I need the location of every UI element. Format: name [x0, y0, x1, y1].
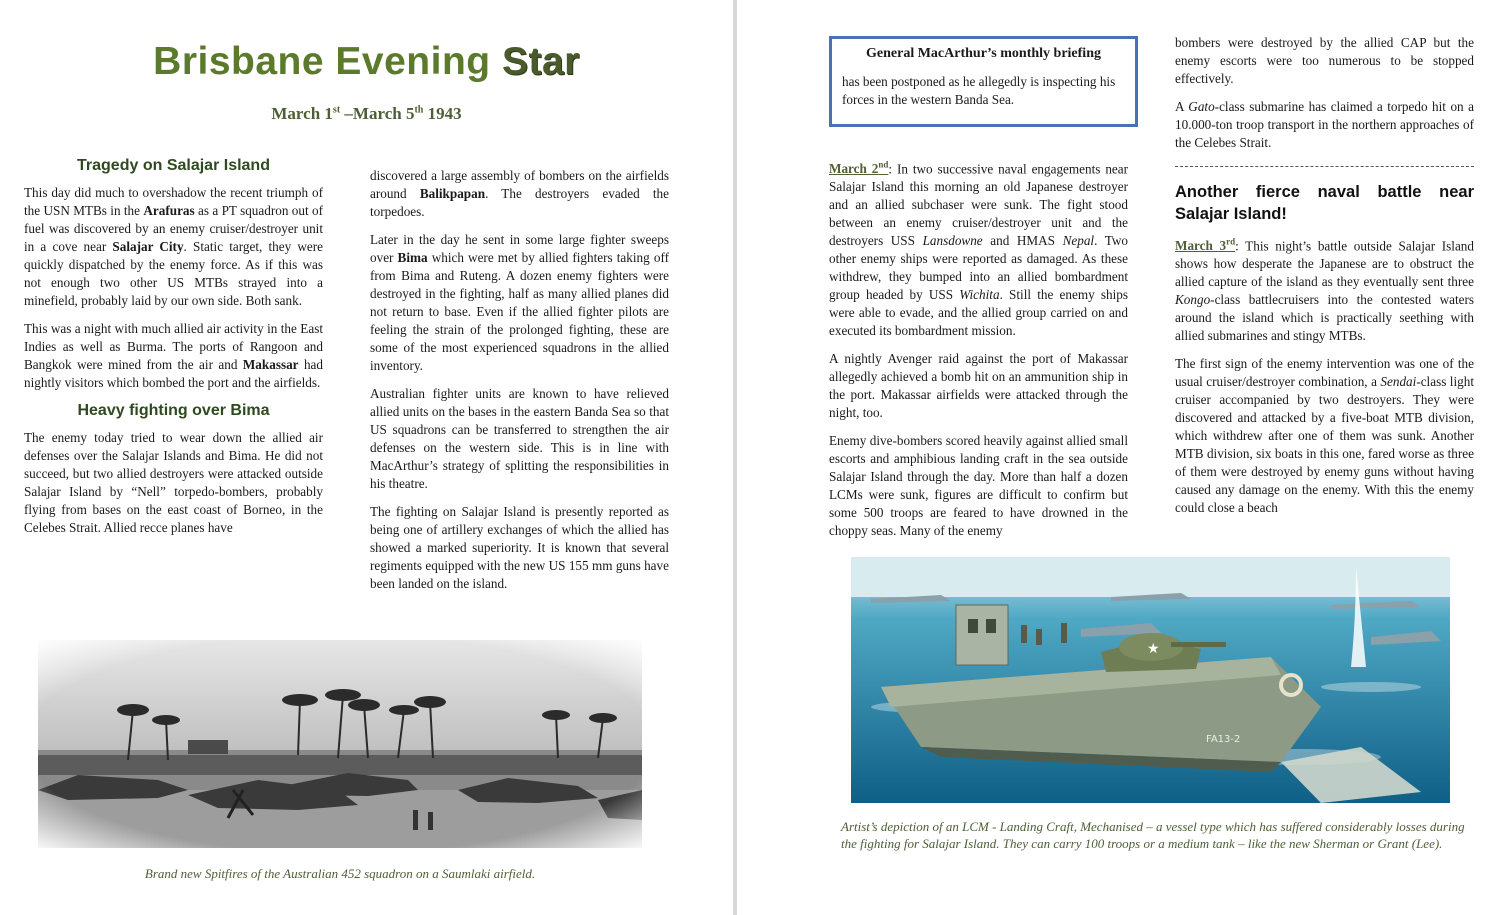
boat-marking: FA13-2 — [1206, 734, 1241, 745]
left-column-1 — [24, 157, 323, 547]
lcm-caption: Artist’s depiction of an LCM - Landing Craft, Mechanised – a vessel type which has suffered considerably losses during the fighting for Salajar Island. They can carry 100 troops or a medium tank – like the new Sherman or Grant (Lee). — [841, 819, 1465, 851]
dateline-start: March 1 — [271, 104, 333, 123]
date-label-march-2: March 2nd — [829, 160, 889, 177]
left-column-2 — [370, 167, 669, 603]
headline-bima: Heavy fighting over Bima — [77, 402, 270, 419]
article-paragraph: A nightly Avenger raid against the port of Makassar allegedly achieved a bomb hit on an ammunition ship in the port. Makassar airfields were attacked through the night, too. — [829, 351, 1128, 421]
spitfire-airfield-photo — [38, 640, 642, 848]
article-paragraph: Australian fighter units are known to have relieved allied units on the bases in the eastern Banda Sea so that US squadrons can be transferred to strengthen the air defenses on the western side. This is in line with MacArthur’s strategy of splitting the responsibilities in his theatre. — [370, 386, 669, 491]
briefing-title: General MacArthur’s monthly briefing — [866, 46, 1101, 61]
article-paragraph: The first sign of the enemy intervention was one of the usual cruiser/destroyer combination, a Sendai-class light cruiser accompanied by two destroyers. They were discovered and attacked by a five-boat MTB division, which withdrew after one of them was sunk. Another MTB division, six boats in this one, fared worse as three of them were destroyed by enemy guns without having caused any damage on the enemy. With this the enemy could close a beach — [1175, 356, 1474, 516]
masthead — [0, 40, 733, 84]
masthead-star: Star — [501, 40, 580, 83]
headline-naval-battle: Another fierce naval battle near Salajar Island! — [1175, 183, 1474, 223]
article-paragraph: This was a night with much allied air activity in the East Indies as well as Burma. The ports of Rangoon and Bangkok were mined from the air and Makassar had nightly visitors which bombed the port and the airfields. — [24, 321, 323, 390]
svg-text:★: ★ — [1147, 641, 1160, 657]
briefing-body: has been postponed as he allegedly is inspecting his forces in the western Banda Sea. — [842, 74, 1116, 107]
article-paragraph: Enemy dive-bombers scored heavily against allied small escorts and amphibious landing craft in the sea outside Salajar Island through the day. More than half a dozen LCMs were sunk, figures are difficult to confirm but some 500 troops are feared to have drowned in the choppy seas. Many of the enemy — [829, 433, 1128, 539]
section-divider — [1175, 166, 1474, 167]
dateline-end-sup: th — [414, 104, 424, 116]
article-paragraph: Later in the day he sent in some large fighter sweeps over Bima which were met by allied fighters taking off from Bima and Ruteng. A dozen enemy fighters were destroyed in the fighting, half as many allied planes did not return to base. Even if the allied fighter pilots are feeling the strain of the prolonged fighting, these are some of the most experienced squadrons in the allied inventory. — [370, 232, 669, 373]
article-paragraph: The fighting on Salajar Island is presently reported as being one of artillery exchanges of which the allied has showed a marked superiority. It is known that several regiments equipped with the new US 155 mm guns have been landed on the island. — [370, 504, 669, 591]
article-paragraph: bombers were destroyed by the allied CAP but the enemy escorts were too numerous to be stopped effectively. — [1175, 35, 1474, 86]
article-paragraph: discovered a large assembly of bombers on the airfields around Balikpapan. The destroyers evaded the torpedoes. — [370, 168, 669, 219]
article-paragraph: This day did much to overshadow the recent triumph of the USN MTBs in the Arafuras as a PT squadron out of fuel was discovered by an enemy cruiser/destroyer unit in a cove near Salajar City. Static target, they were quickly dispatched by the enemy force. As if this was not enough two other US MTBs strayed into a minefield, probably laid by our own side. Both sank. — [24, 185, 323, 308]
date-label-march-3: March 3rd — [1175, 237, 1236, 254]
dateline-start-sup: st — [332, 104, 341, 116]
lcm-painting-svg — [851, 557, 1450, 803]
dateline-mid: –March 5 — [340, 104, 415, 123]
right-column-1 — [829, 156, 1128, 550]
article-paragraph: March 3rd: This night’s battle outside Salajar Island shows how desperate the Japanese are to obstruct the allied capture of the island as they eventually sent three Kongo-class battlecruisers into the contested waters around the island which is practically seething with allied submarines and stingy MTBs. — [1175, 237, 1474, 344]
masthead-title: Brisbane Evening — [153, 40, 491, 83]
article-paragraph: A Gato-class submarine has claimed a torpedo hit on a 10.000-ton troop transport in the northern approaches of the Celebes Strait. — [1175, 99, 1474, 150]
headline-tragedy: Tragedy on Salajar Island — [77, 157, 270, 174]
briefing-box — [829, 36, 1138, 127]
article-paragraph: March 2nd: In two successive naval engagements near Salajar Island this morning an old Japanese destroyer and an allied subchaser were sunk. The fight stood between an enemy cruiser/destroyer unit and the destroyers USS Lansdowne and HMAS Nepal. Two other enemy ships were reported as damaged. As these withdrew, they bumped into an allied bombardment group headed by USS Wichita. Still the enemy ships were able to evade, and the allied group carried on and executed its bombardment mission. — [829, 160, 1129, 339]
spitfire-caption: Brand new Spitfires of the Australian 452 squadron on a Saumlaki airfield. — [144, 866, 536, 881]
airfield-photo-svg — [38, 640, 642, 848]
article-paragraph: The enemy today tried to wear down the allied air defenses over the Salajar Islands and Bima. He did not succeed, but two allied destroyers were attacked outside Salajar Island by “Nell” torpedo-bombers, probably flying from bases on the east coast of Borneo, in the Celebes Strait. Allied recce planes have — [24, 430, 323, 535]
lcm-painting — [851, 557, 1450, 803]
dateline — [0, 104, 733, 124]
dateline-year: 1943 — [423, 104, 462, 123]
right-column-2 — [1175, 34, 1474, 527]
